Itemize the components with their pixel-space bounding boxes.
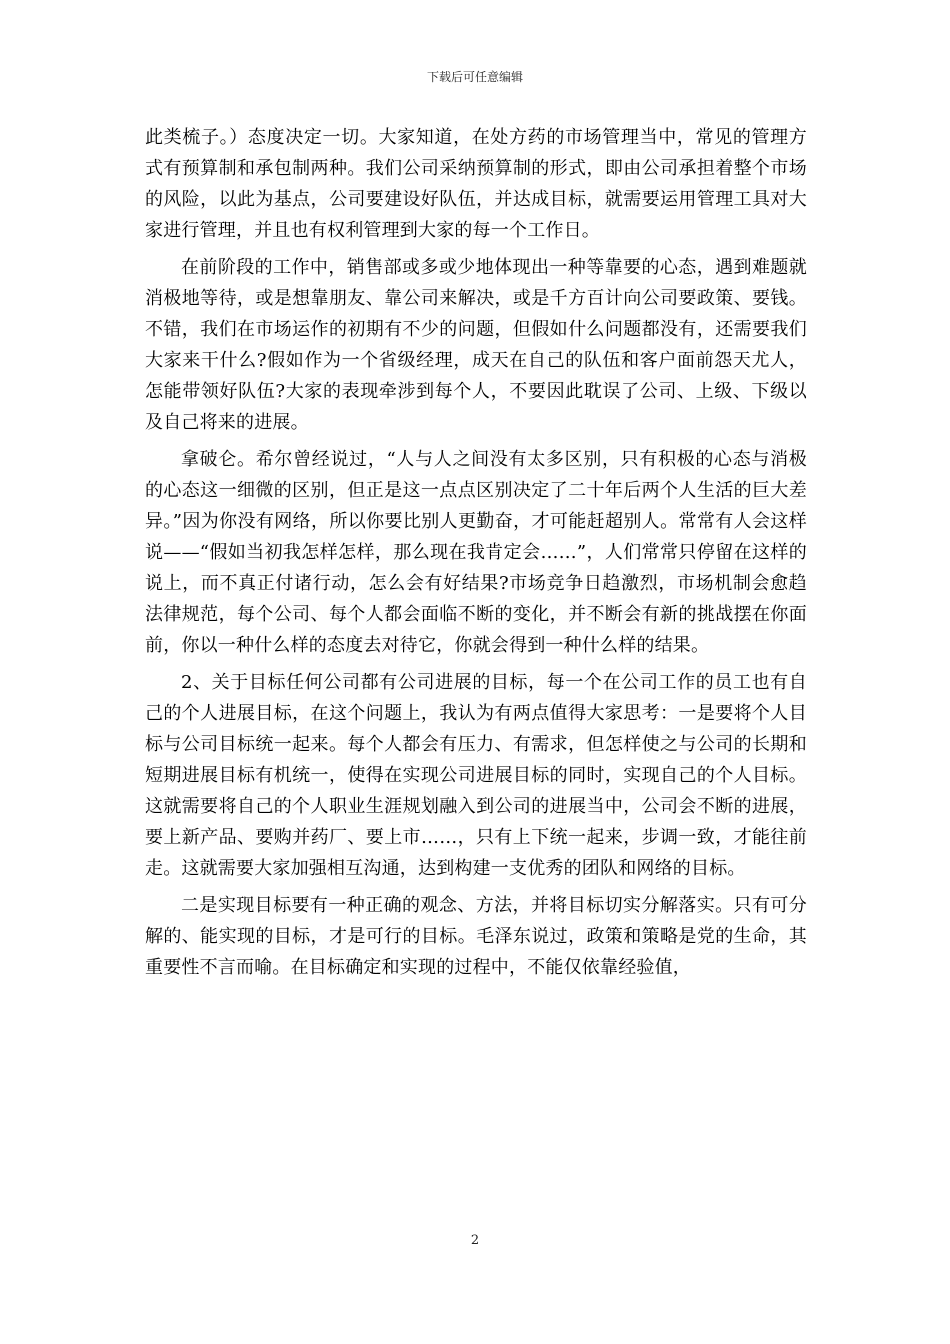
document-body: [145, 122, 807, 989]
page-number: 2: [470, 1233, 480, 1248]
page-header: 下载后可任意编辑: [426, 70, 523, 84]
paragraph: 在前阶段的工作中，销售部或多或少地体现出一种等靠要的心态，遇到难题就消极地等待，或是想靠朋友、靠公司来解决，或是千方百计向公司要政策、要钱。不错，我们在市场运作的初期有不少的问题，但假如什么问题都没有，还需要我们大家来干什么?假如作为一个省级经理，成天在自己的队伍和客户面前怨天尤人，怎能带领好队伍?大家的表现牵涉到每个人，不要因此耽误了公司、上级、下级以及自己将来的进展。: [145, 257, 807, 433]
paragraph: 此类梳子。）态度决定一切。大家知道，在处方药的市场管理当中，常见的管理方式有预算制和承包制两种。我们公司采纳预算制的形式，即由公司承担着整个市场的风险，以此为基点，公司要建设好队伍，并达成目标，就需要运用管理工具对大家进行管理，并且也有权利管理到大家的每一个工作日。: [145, 127, 807, 241]
paragraph: 拿破仑。希尔曾经说过，“人与人之间没有太多区别，只有积极的心态与消极的心态这一细微的区别，但正是这一点点区别决定了二十年后两个人生活的巨大差异。”因为你没有网络，所以你要比别人更勤奋，才可能赶超别人。常常有人会这样说——“假如当初我怎样怎样，那么现在我肯定会……”，人们常常只停留在这样的说上，而不真正付诸行动，怎么会有好结果?市场竞争日趋激烈，市场机制会愈趋法律规范，每个公司、每个人都会面临不断的变化，并不断会有新的挑战摆在你面前，你以一种什么样的态度去对待它，你就会得到一种什么样的结果。: [145, 449, 807, 656]
paragraph: 二是实现目标要有一种正确的观念、方法，并将目标切实分解落实。只有可分解的、能实现的目标，才是可行的目标。毛泽东说过，政策和策略是党的生命，其重要性不言而喻。在目标确定和实现的过程中，不能仅依靠经验值，: [145, 895, 807, 978]
paragraph: 2、关于目标任何公司都有公司进展的目标，每一个在公司工作的员工也有自己的个人进展目标，在这个问题上，我认为有两点值得大家思考：一是要将个人目标与公司目标统一起来。每个人都会有压力、有需求，但怎样使之与公司的长期和短期进展目标有机统一，使得在实现公司进展目标的同时，实现自己的个人目标。这就需要将自己的个人职业生涯规划融入到公司的进展当中，公司会不断的进展，要上新产品、要购并药厂、要上市……，只有上下统一起来，步调一致，才能往前走。这就需要大家加强相互沟通，达到构建一支优秀的团队和网络的目标。: [145, 672, 807, 879]
